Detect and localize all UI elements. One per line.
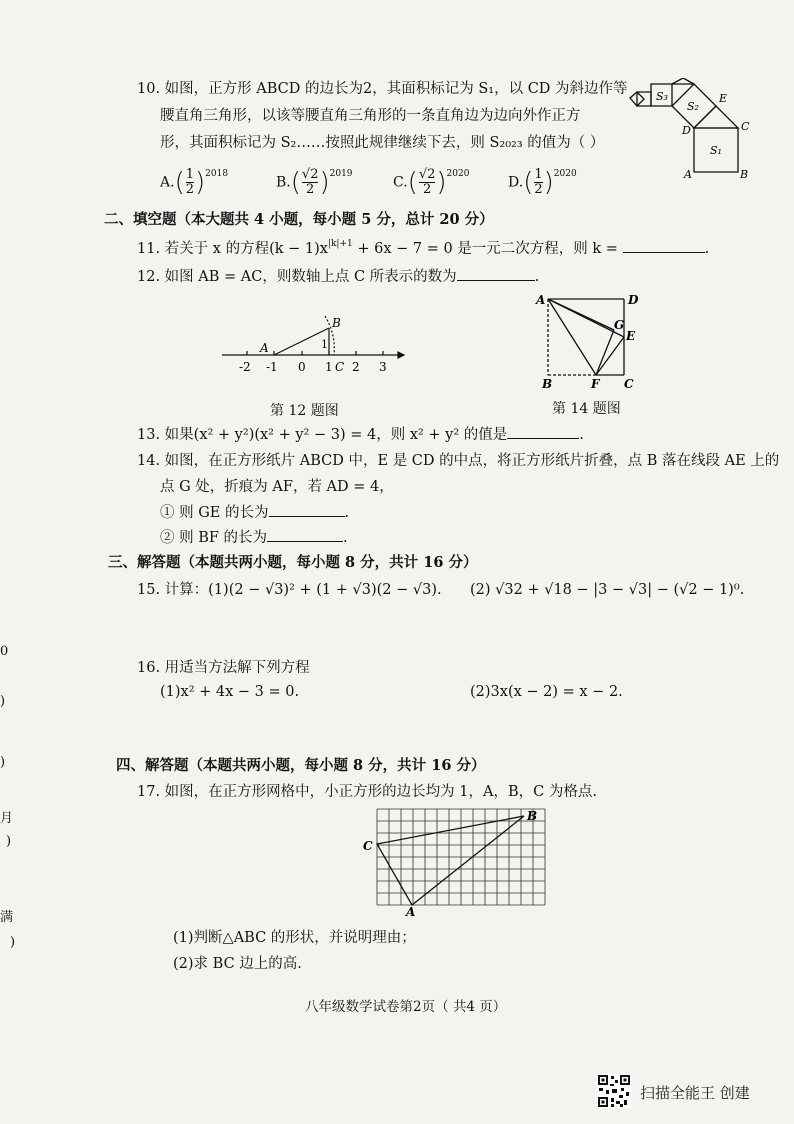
- q17-text: 17. 如图，在正方形网格中，小正方形的边长均为 1，A，B，C 为格点.: [137, 784, 597, 800]
- triangle-small: [672, 78, 694, 84]
- q16-title: 16. 用适当方法解下列方程: [137, 660, 310, 676]
- option-label: B.: [276, 174, 291, 191]
- q12-figure: [222, 308, 407, 378]
- q12-end: .: [534, 269, 540, 285]
- q10-line1: 10. 如图，正方形 ABCD 的边长为2，其面积标记为 S₁，以 CD 为斜边作等: [137, 81, 628, 97]
- fig17-label-b: B: [527, 809, 538, 823]
- q10-option-d: D.( $\frac{1}{2}$ )$^{2020}$: [508, 167, 577, 198]
- fig17-label-a: A: [406, 905, 416, 918]
- fig10-label-s2: S₂: [687, 100, 699, 113]
- fig12-tick-neg2: -2: [239, 360, 251, 374]
- triangle-abc: [377, 816, 524, 905]
- fig10-label-d: D: [682, 124, 691, 137]
- q13-answer-blank[interactable]: [507, 424, 579, 439]
- option-label: C.: [393, 174, 408, 191]
- fig14-label-b: B: [542, 377, 553, 390]
- q10-option-b: B.( $\frac{√2}{2}$ )$^{2019}$: [276, 167, 353, 198]
- triangle-dce: [694, 106, 738, 128]
- margin-fragment: ): [0, 755, 6, 770]
- fig12-tick-3: 3: [379, 360, 387, 374]
- fig12-label-c: C: [335, 360, 345, 374]
- fig14-label-e: E: [626, 329, 636, 343]
- q14-sub1-text: ① 则 GE 的长为: [160, 505, 269, 521]
- frac-den: 2: [422, 182, 432, 197]
- q14-sub1-end: .: [344, 505, 350, 521]
- q11: [137, 238, 709, 259]
- fig10-label-s1: S₁: [710, 144, 722, 157]
- section4-heading: 四、解答题（本题共两小题，每小题 8 分，共计 16 分）: [116, 757, 486, 774]
- fig14-label-f: F: [591, 377, 600, 390]
- fig14-label-d: D: [628, 293, 639, 307]
- q14-sub1: [160, 502, 349, 523]
- q15-part2: (2) √32 + √18 − |3 − √3| − (√2 − 1)⁰.: [470, 582, 745, 598]
- exponent: 2018: [205, 169, 229, 179]
- fig10-label-s3: S₃: [656, 90, 668, 103]
- q17-sub2: (2)求 BC 边上的高.: [173, 956, 302, 972]
- frac-num: √2: [301, 167, 319, 182]
- q12-text: 12. 如图 AB = AC，则数轴上点 C 所表示的数为: [137, 269, 457, 285]
- fig10-label-b: B: [740, 168, 749, 181]
- fig12-tick-2: 2: [352, 360, 360, 374]
- q13-text: 13. 如果(x² + y²)(x² + y² − 3) = 4，则 x² + y² 的值是: [137, 427, 508, 443]
- margin-fragment: ): [10, 935, 16, 950]
- q10-option-c: C.( $\frac{√2}{2}$ )$^{2020}$: [393, 167, 470, 198]
- fig14-caption: 第 14 题图: [552, 401, 621, 417]
- fig10-label-a: A: [684, 168, 692, 181]
- margin-fragment: 0: [0, 644, 9, 659]
- margin-fragment: 月: [0, 811, 14, 826]
- fig12-label-a: A: [260, 341, 269, 355]
- exponent: 2020: [446, 169, 470, 179]
- q15-part1: 15. 计算：(1)(2 − √3)² + (1 + √3)(2 − √3).: [137, 582, 442, 598]
- fig12-tick-neg1: -1: [266, 360, 278, 374]
- exponent: 2020: [553, 169, 577, 179]
- fig17-label-c: C: [363, 839, 373, 853]
- fig12-tick-1: 1: [325, 360, 333, 374]
- q16-part1: (1)x² + 4x − 3 = 0.: [160, 684, 300, 700]
- margin-fragment: 满: [0, 910, 14, 925]
- frac-num: 1: [185, 167, 194, 182]
- q14-sub1-blank[interactable]: [269, 502, 345, 517]
- option-label: D.: [508, 174, 524, 191]
- fig10-label-c: C: [741, 120, 750, 133]
- q11-text: 11. 若关于 x 的方程(k − 1)x: [137, 241, 328, 257]
- segment-gf: [596, 330, 614, 375]
- q11-exponent: |k|+1: [327, 239, 353, 249]
- section3-heading: 三、解答题（本题共两小题，每小题 8 分，共计 16 分）: [108, 554, 478, 571]
- frac-den: 2: [185, 182, 194, 197]
- q10-line2: 腰直角三角形，以该等腰直角三角形的一条直角边为边向外作正方: [160, 108, 581, 124]
- qr-code-icon: [597, 1074, 631, 1108]
- frac-den: 2: [534, 182, 543, 197]
- option-label: A.: [160, 174, 175, 191]
- q13: [137, 424, 584, 445]
- q12: [137, 266, 539, 287]
- frac-num: √2: [418, 167, 436, 182]
- fig14-label-c: C: [624, 377, 634, 390]
- fig12-tick-0: 0: [298, 360, 306, 374]
- q11-rest: + 6x − 7 = 0 是一元二次方程，则 k =: [352, 241, 618, 257]
- exponent: 2019: [329, 169, 353, 179]
- page-footer: 八年级数学试卷第2页（ 共4 页）: [305, 999, 507, 1015]
- q12-answer-blank[interactable]: [457, 266, 535, 281]
- q10-line3: 形，其面积标记为 S₂……按照此规律继续下去，则 S₂₀₂₃ 的值为（ ）: [160, 135, 605, 151]
- q11-end: .: [704, 241, 710, 257]
- q11-answer-blank[interactable]: [623, 238, 705, 253]
- margin-fragment: ): [6, 834, 12, 849]
- fig14-label-g: G: [614, 318, 625, 332]
- fig14-label-a: A: [536, 293, 546, 307]
- q17-sub1: (1)判断△ABC 的形状，并说明理由；: [173, 930, 416, 946]
- q14-sub2-end: .: [343, 530, 348, 546]
- section2-heading: 二、填空题（本大题共 4 小题，每小题 5 分，总计 20 分）: [104, 211, 494, 228]
- fig10-label-e: E: [719, 92, 728, 105]
- fig12-caption: 第 12 题图: [270, 403, 339, 419]
- q13-end: .: [579, 427, 584, 443]
- q14-sub2-blank[interactable]: [267, 527, 343, 542]
- q14-figure: [532, 290, 647, 390]
- q10-option-a: A.( $\frac{1}{2}$ )$^{2018}$: [160, 167, 229, 198]
- margin-fragment: ): [0, 694, 6, 709]
- fig12-label-b: B: [332, 316, 341, 330]
- q14-sub2: [160, 527, 348, 548]
- frac-den: 2: [306, 182, 315, 197]
- scanner-watermark: 扫描全能王 创建: [640, 1084, 750, 1102]
- q16-part2: (2)3x(x − 2) = x − 2.: [470, 684, 623, 700]
- frac-num: 1: [534, 167, 543, 182]
- q14-sub2-text: ② 则 BF 的长为: [160, 530, 268, 546]
- q10-figure: [626, 78, 761, 183]
- q14-line2: 点 G 处，折痕为 AF，若 AD = 4，: [160, 479, 394, 495]
- fig12-label-one: 1: [321, 338, 328, 351]
- segment-fe: [596, 337, 624, 375]
- q17-figure: [362, 806, 547, 918]
- q14-line1: 14. 如图，在正方形纸片 ABCD 中，E 是 CD 的中点，将正方形纸片折叠，点 B 落在线段 AE 上的: [137, 453, 780, 469]
